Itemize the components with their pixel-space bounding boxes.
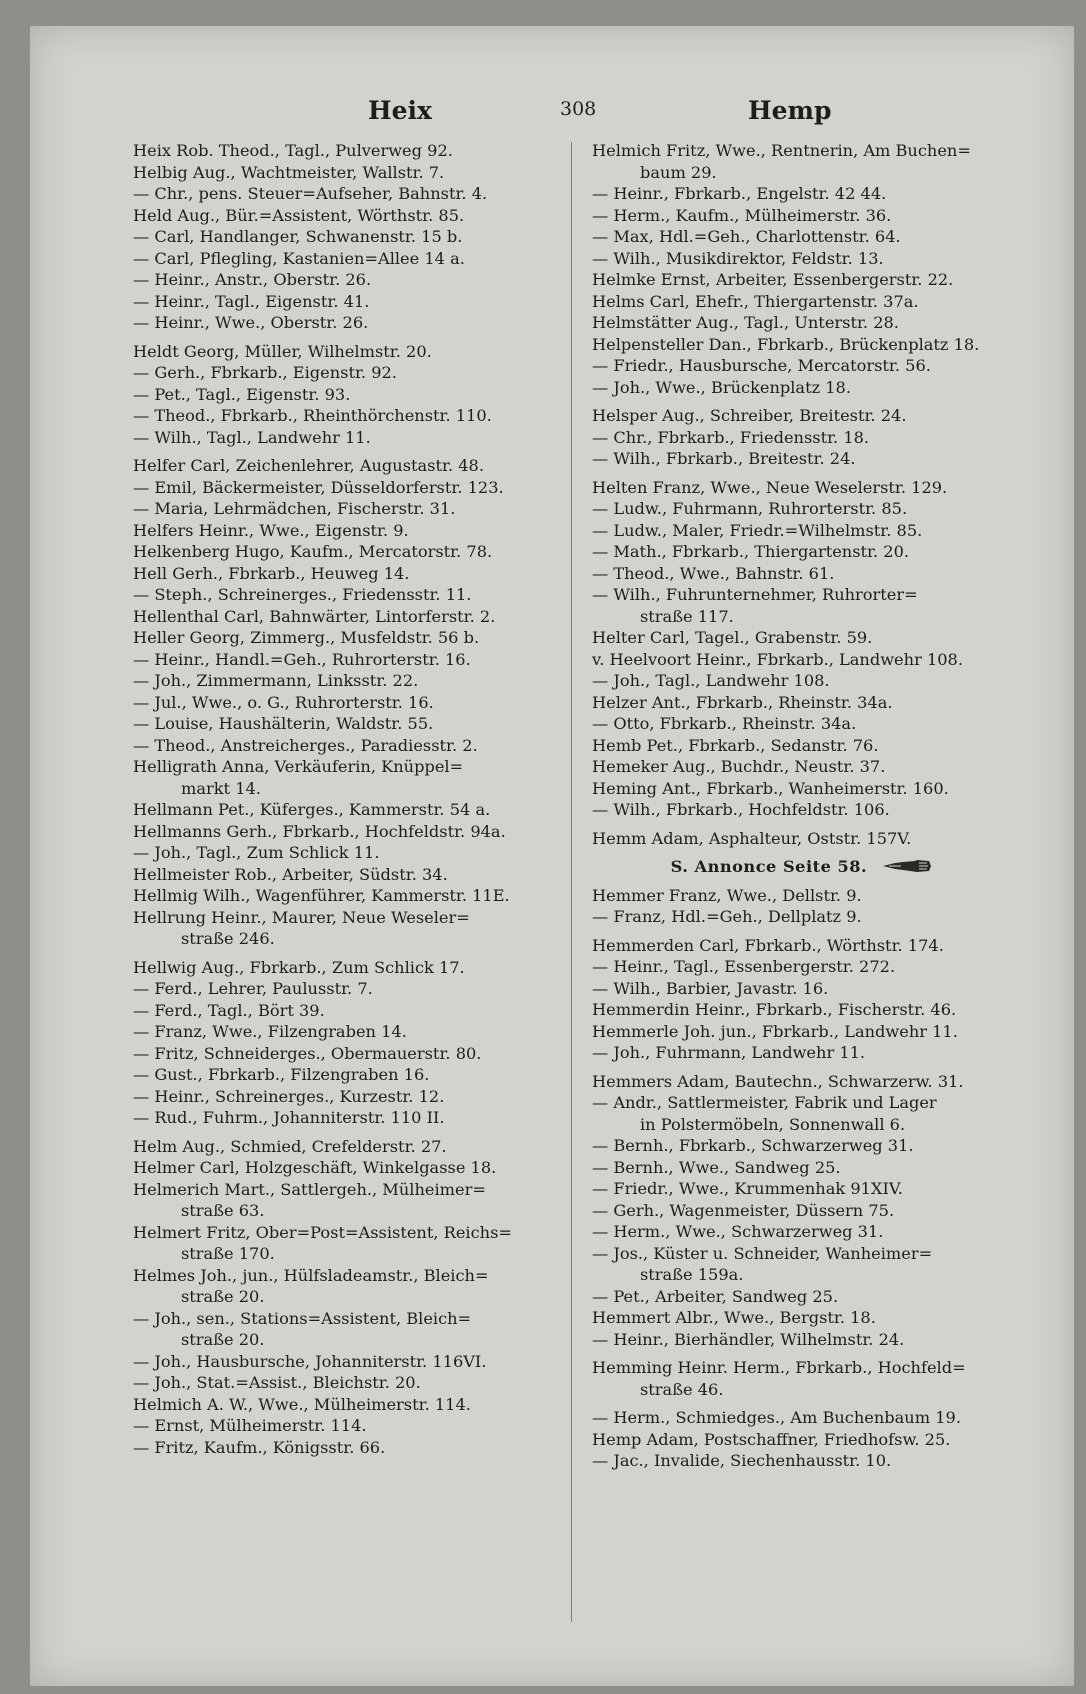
directory-entry: Helmes Joh., jun., Hülfsladeamstr., Bleich= xyxy=(133,1265,489,1285)
directory-entry: — Franz, Wwe., Filzengraben 14. xyxy=(133,1022,407,1041)
announcement xyxy=(592,856,1012,878)
entry-continuation: straße 246. xyxy=(181,929,275,948)
header-right-keyword: Hemp xyxy=(748,96,832,125)
entry-continuation: straße 117. xyxy=(640,606,734,626)
directory-entry: — Theod., Anstreicherges., Paradiesstr. 2. xyxy=(133,735,478,755)
directory-entry: — Maria, Lehrmädchen, Fischerstr. 31. xyxy=(133,499,456,518)
directory-entry: Hellmanns Gerh., Fbrkarb., Hochfeldstr. 94a. xyxy=(133,821,506,841)
entry-continuation: in Polstermöbeln, Sonnenwall 6. xyxy=(640,1114,906,1134)
directory-entry: Helm Aug., Schmied, Crefelderstr. 27. xyxy=(133,1136,447,1156)
directory-entry: — Wilh., Fbrkarb., Hochfeldstr. 106. xyxy=(592,800,890,819)
directory-entry: — Chr., Fbrkarb., Friedensstr. 18. xyxy=(592,427,870,447)
directory-entry: Hemmert Albr., Wwe., Bergstr. 18. xyxy=(592,1308,876,1327)
left-column xyxy=(133,140,553,1458)
directory-entry: Helfers Heinr., Wwe., Eigenstr. 9. xyxy=(133,520,409,540)
directory-entry: Helbig Aug., Wachtmeister, Wallstr. 7. xyxy=(133,162,445,182)
directory-entry: — Emil, Bäckermeister, Düsseldorferstr. 123. xyxy=(133,477,504,497)
directory-entry: — Herm., Wwe., Schwarzerweg 31. xyxy=(592,1222,884,1241)
directory-entry: Hemmerdin Heinr., Fbrkarb., Fischerstr. 46. xyxy=(592,1000,957,1019)
directory-entry: Helmert Fritz, Ober=Post=Assistent, Reichs= xyxy=(133,1222,512,1242)
directory-entry: — Friedr., Wwe., Krummenhak 91XIV. xyxy=(592,1179,903,1198)
directory-entry: Hellmeister Rob., Arbeiter, Südstr. 34. xyxy=(133,864,448,884)
directory-entry: — Joh., Hausbursche, Johanniterstr. 116VI. xyxy=(133,1351,487,1371)
directory-entry: — Otto, Fbrkarb., Rheinstr. 34a. xyxy=(592,714,857,733)
directory-entry: Helms Carl, Ehefr., Thiergartenstr. 37a. xyxy=(592,291,919,311)
directory-entry: — Bernh., Fbrkarb., Schwarzerweg 31. xyxy=(592,1136,914,1155)
directory-entry: Helmstätter Aug., Tagl., Unterstr. 28. xyxy=(592,313,899,332)
directory-entry: — Heinr., Wwe., Oberstr. 26. xyxy=(133,313,369,332)
directory-entry: — Wilh., Fuhrunternehmer, Ruhrorter= xyxy=(592,585,918,604)
directory-entry: Hemp Adam, Postschaffner, Friedhofsw. 25. xyxy=(592,1429,951,1449)
directory-entry: — Gust., Fbrkarb., Filzengraben 16. xyxy=(133,1065,430,1084)
directory-entry: — Math., Fbrkarb., Thiergartenstr. 20. xyxy=(592,542,910,561)
right-column xyxy=(592,140,1012,1472)
directory-entry: Helfer Carl, Zeichenlehrer, Augustastr. 48. xyxy=(133,456,484,475)
directory-entry: — Wilh., Fbrkarb., Breitestr. 24. xyxy=(592,449,856,468)
directory-entry: Helmich A. W., Wwe., Mülheimerstr. 114. xyxy=(133,1394,471,1414)
directory-entry: — Bernh., Wwe., Sandweg 25. xyxy=(592,1157,841,1177)
directory-entry: — Max, Hdl.=Geh., Charlottenstr. 64. xyxy=(592,227,901,246)
directory-entry: — Fritz, Schneiderges., Obermauerstr. 80. xyxy=(133,1043,482,1063)
directory-entry: Hemmerle Joh. jun., Fbrkarb., Landwehr 11. xyxy=(592,1021,958,1041)
directory-entry: — Rud., Fuhrm., Johanniterstr. 110 II. xyxy=(133,1108,445,1127)
directory-entry: Heller Georg, Zimmerg., Musfeldstr. 56 b. xyxy=(133,628,480,647)
announcement-text: S. Annonce Seite 58. xyxy=(670,857,868,876)
directory-entry: Hellenthal Carl, Bahnwärter, Lintorferstr. 2. xyxy=(133,606,496,626)
entry-continuation: straße 46. xyxy=(640,1379,724,1399)
directory-entry: — Gerh., Fbrkarb., Eigenstr. 92. xyxy=(133,363,397,382)
directory-entry: Held Aug., Bür.=Assistent, Wörthstr. 85. xyxy=(133,205,465,225)
directory-entry: — Steph., Schreinerges., Friedensstr. 11. xyxy=(133,585,472,604)
directory-entry: — Heinr., Bierhändler, Wilhelmstr. 24. xyxy=(592,1329,905,1349)
directory-entry: — Jos., Küster u. Schneider, Wanheimer= xyxy=(592,1243,933,1263)
directory-entry: Helten Franz, Wwe., Neue Weselerstr. 129. xyxy=(592,477,948,497)
directory-entry: Hell Gerh., Fbrkarb., Heuweg 14. xyxy=(133,563,410,583)
directory-entry: Hemb Pet., Fbrkarb., Sedanstr. 76. xyxy=(592,735,879,755)
page xyxy=(30,26,1074,1686)
directory-entry: Heix Rob. Theod., Tagl., Pulverweg 92. xyxy=(133,141,453,160)
directory-entry: — Andr., Sattlermeister, Fabrik und Lager xyxy=(592,1093,937,1112)
entry-continuation: straße 159a. xyxy=(640,1265,744,1284)
directory-entry: — Fritz, Kaufm., Königsstr. 66. xyxy=(133,1437,386,1457)
directory-entry: Helpensteller Dan., Fbrkarb., Brückenplatz 18. xyxy=(592,334,980,354)
directory-entry: Helmke Ernst, Arbeiter, Essenbergerstr. 22. xyxy=(592,270,954,289)
directory-entry: — Ferd., Tagl., Bört 39. xyxy=(133,1000,325,1020)
directory-entry: Helligrath Anna, Verkäuferin, Knüppel= xyxy=(133,757,464,776)
directory-entry: — Joh., Zimmermann, Linksstr. 22. xyxy=(133,671,419,690)
directory-entry: — Carl, Handlanger, Schwanenstr. 15 b. xyxy=(133,227,463,246)
directory-entry: — Franz, Hdl.=Geh., Dellplatz 9. xyxy=(592,907,862,926)
entry-continuation: straße 63. xyxy=(181,1201,265,1220)
directory-entry: Helmich Fritz, Wwe., Rentnerin, Am Buchen= xyxy=(592,141,971,160)
directory-entry: — Joh., sen., Stations=Assistent, Bleich= xyxy=(133,1308,472,1328)
directory-entry: — Ludw., Maler, Friedr.=Wilhelmstr. 85. xyxy=(592,520,923,540)
directory-entry: Hemmers Adam, Bautechn., Schwarzerw. 31. xyxy=(592,1071,964,1091)
entry-continuation: markt 14. xyxy=(181,778,261,798)
directory-entry: Heming Ant., Fbrkarb., Wanheimerstr. 160. xyxy=(592,778,949,798)
directory-entry: — Gerh., Wagenmeister, Düssern 75. xyxy=(592,1200,895,1220)
directory-entry: Helsper Aug., Schreiber, Breitestr. 24. xyxy=(592,406,907,425)
directory-entry: v. Heelvoort Heinr., Fbrkarb., Landwehr 108. xyxy=(592,649,963,669)
directory-entry: — Louise, Haushälterin, Waldstr. 55. xyxy=(133,714,434,733)
directory-entry: — Herm., Schmiedges., Am Buchenbaum 19. xyxy=(592,1408,961,1427)
directory-entry: Helzer Ant., Fbrkarb., Rheinstr. 34a. xyxy=(592,692,893,712)
directory-entry: Helmer Carl, Holzgeschäft, Winkelgasse 18. xyxy=(133,1158,497,1177)
directory-entry: Heldt Georg, Müller, Wilhelmstr. 20. xyxy=(133,341,432,361)
directory-entry: — Theod., Fbrkarb., Rheinthörchenstr. 110. xyxy=(133,406,492,425)
directory-entry: — Joh., Tagl., Landwehr 108. xyxy=(592,671,830,690)
directory-entry: — Heinr., Fbrkarb., Engelstr. 42 44. xyxy=(592,184,887,203)
directory-entry: Helmerich Mart., Sattlergeh., Mülheimer= xyxy=(133,1179,486,1199)
directory-entry: Hemm Adam, Asphalteur, Oststr. 157V. xyxy=(592,828,912,848)
directory-entry: — Ferd., Lehrer, Paulusstr. 7. xyxy=(133,979,373,998)
directory-entry: Helter Carl, Tagel., Grabenstr. 59. xyxy=(592,628,873,647)
pointing-hand-icon xyxy=(881,858,933,874)
directory-entry: Hemmerden Carl, Fbrkarb., Wörthstr. 174. xyxy=(592,935,944,955)
directory-entry: — Chr., pens. Steuer=Aufseher, Bahnstr. 4. xyxy=(133,184,488,203)
directory-entry: — Heinr., Tagl., Eigenstr. 41. xyxy=(133,291,370,311)
directory-entry: — Joh., Fuhrmann, Landwehr 11. xyxy=(592,1043,866,1062)
right-column-top xyxy=(592,140,1012,849)
right-column-bottom xyxy=(592,885,1012,1472)
entry-continuation: straße 170. xyxy=(181,1244,275,1263)
directory-entry: Hemeker Aug., Buchdr., Neustr. 37. xyxy=(592,757,886,776)
entry-continuation: straße 20. xyxy=(181,1330,265,1349)
column-divider xyxy=(571,142,572,1622)
directory-entry: Hellmann Pet., Küferges., Kammerstr. 54 a. xyxy=(133,800,491,819)
page-number: 308 xyxy=(560,98,597,120)
directory-entry: — Wilh., Barbier, Javastr. 16. xyxy=(592,978,829,998)
directory-entry: Hemming Heinr. Herm., Fbrkarb., Hochfeld= xyxy=(592,1358,966,1377)
directory-entry: — Heinr., Tagl., Essenbergerstr. 272. xyxy=(592,957,896,976)
directory-entry: — Theod., Wwe., Bahnstr. 61. xyxy=(592,563,835,583)
directory-entry: — Joh., Tagl., Zum Schlick 11. xyxy=(133,843,380,862)
directory-entry: — Joh., Wwe., Brückenplatz 18. xyxy=(592,377,851,397)
directory-entry: — Wilh., Tagl., Landwehr 11. xyxy=(133,427,371,447)
directory-entry: — Heinr., Schreinerges., Kurzestr. 12. xyxy=(133,1086,445,1106)
page-header xyxy=(30,96,1074,126)
directory-entry: Hellrung Heinr., Maurer, Neue Weseler= xyxy=(133,907,470,927)
directory-entry: — Carl, Pflegling, Kastanien=Allee 14 a. xyxy=(133,248,465,268)
header-left-keyword: Heix xyxy=(368,96,432,125)
entry-continuation: baum 29. xyxy=(640,162,717,182)
directory-entry: — Ludw., Fuhrmann, Ruhrorterstr. 85. xyxy=(592,499,908,518)
directory-entry: — Joh., Stat.=Assist., Bleichstr. 20. xyxy=(133,1373,421,1392)
directory-entry: Helkenberg Hugo, Kaufm., Mercatorstr. 78. xyxy=(133,542,493,561)
directory-entry: — Pet., Tagl., Eigenstr. 93. xyxy=(133,384,351,404)
directory-entry: — Jac., Invalide, Siechenhausstr. 10. xyxy=(592,1451,892,1470)
directory-entry: — Friedr., Hausbursche, Mercatorstr. 56. xyxy=(592,356,931,375)
directory-entry: — Heinr., Handl.=Geh., Ruhrorterstr. 16. xyxy=(133,649,471,669)
directory-entry: — Jul., Wwe., o. G., Ruhrorterstr. 16. xyxy=(133,692,434,712)
directory-entry: — Heinr., Anstr., Oberstr. 26. xyxy=(133,270,372,289)
directory-entry: — Wilh., Musikdirektor, Feldstr. 13. xyxy=(592,248,884,268)
directory-entry: — Herm., Kaufm., Mülheimerstr. 36. xyxy=(592,205,892,225)
directory-entry: Hellwig Aug., Fbrkarb., Zum Schlick 17. xyxy=(133,957,465,977)
entry-continuation: straße 20. xyxy=(181,1287,265,1306)
directory-entry: Hellmig Wilh., Wagenführer, Kammerstr. 11E. xyxy=(133,886,510,905)
directory-entry: — Pet., Arbeiter, Sandweg 25. xyxy=(592,1286,839,1306)
directory-entry: Hemmer Franz, Wwe., Dellstr. 9. xyxy=(592,885,862,905)
directory-entry: — Ernst, Mülheimerstr. 114. xyxy=(133,1416,367,1435)
